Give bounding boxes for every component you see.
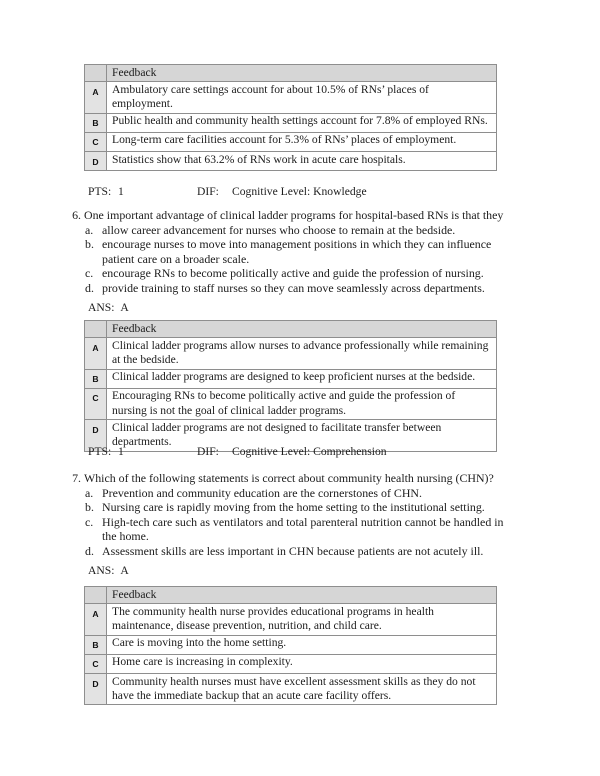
option-letter: a. [85, 222, 94, 237]
table-header-row [85, 321, 497, 338]
table-row [85, 635, 497, 654]
header-feedback-label: Feedback [107, 65, 497, 82]
answer-line-q6 [88, 301, 129, 314]
table-row [85, 338, 497, 369]
option-item[interactable] [62, 237, 510, 266]
ans-label: ANS: [88, 564, 115, 577]
row-letter: A [85, 338, 107, 369]
pts-value: 1 [118, 445, 124, 458]
dif-label: DIF: [197, 185, 219, 198]
question-6-head [62, 208, 510, 223]
option-text: provide training to staff nurses so they can move seamlessly across departments. [102, 280, 485, 295]
pts-label: PTS: [88, 185, 112, 198]
table-row [85, 369, 497, 388]
row-letter: B [85, 113, 107, 132]
option-item[interactable] [62, 500, 510, 515]
row-letter: D [85, 420, 107, 451]
row-feedback-text: Ambulatory care settings account for about 10.5% of RNs’ places of employment. [107, 82, 497, 113]
table-header-row [85, 587, 497, 604]
question-stem: One important advantage of clinical ladder programs for hospital-based RNs is that they [84, 208, 504, 222]
option-letter: b. [85, 500, 94, 515]
question-number: 7. [72, 471, 81, 485]
option-item[interactable] [62, 266, 510, 281]
ans-value: A [120, 301, 129, 314]
table-row [85, 82, 497, 113]
option-text: High-tech care such as ventilators and total parenteral nutrition cannot be handled in the home. [102, 514, 504, 544]
row-feedback-text: The community health nurse provides educational programs in health maintenance, disease prevention, nutrition, and child care. [107, 604, 497, 635]
feedback-table-q7 [84, 586, 497, 705]
option-item[interactable] [62, 223, 510, 238]
header-letter-cell [85, 321, 107, 338]
question-7 [62, 471, 510, 559]
dif-value: Cognitive Level: Comprehension [232, 445, 387, 458]
dif-label: DIF: [197, 445, 219, 458]
row-letter: D [85, 152, 107, 171]
option-text: encourage nurses to move into management positions in which they can influence patient care on a broader scale. [102, 237, 492, 266]
ans-label: ANS: [88, 301, 115, 314]
table-row [85, 604, 497, 635]
row-feedback-text: Public health and community health settings account for 7.8% of employed RNs. [107, 113, 497, 132]
row-feedback-text: Clinical ladder programs allow nurses to advance professionally while remaining at the bedside. [107, 338, 497, 369]
table-row [85, 113, 497, 132]
option-letter: c. [85, 266, 94, 281]
header-letter-cell [85, 65, 107, 82]
row-letter: A [85, 604, 107, 635]
row-letter: B [85, 369, 107, 388]
question-number: 6. [72, 208, 81, 222]
header-feedback-label: Feedback [107, 321, 497, 338]
option-text: allow career advancement for nurses who choose to remain at the bedside. [102, 222, 456, 237]
option-letter: b. [85, 237, 94, 252]
option-text: encourage RNs to become politically active and guide the profession of nursing. [102, 266, 484, 281]
question-stem: Which of the following statements is correct about community health nursing (CHN)? [84, 471, 494, 485]
row-feedback-text: Care is moving into the home setting. [107, 635, 497, 654]
option-letter: d. [85, 543, 94, 558]
pts-label: PTS: [88, 445, 112, 458]
question-6-options [62, 223, 510, 296]
option-item[interactable] [62, 515, 510, 544]
answer-line-q7 [88, 564, 129, 577]
option-item[interactable] [62, 486, 510, 501]
row-feedback-text: Clinical ladder programs are designed to keep proficient nurses at the bedside. [107, 369, 497, 388]
row-feedback-text: Home care is increasing in complexity. [107, 654, 497, 673]
feedback-table-q6 [84, 320, 497, 452]
option-item[interactable] [62, 544, 510, 559]
pts-value: 1 [118, 185, 124, 198]
row-letter: B [85, 635, 107, 654]
row-letter: C [85, 654, 107, 673]
option-text: Assessment skills are less important in CHN because patients are not acutely ill. [102, 543, 484, 558]
ans-value: A [120, 564, 129, 577]
table-row [85, 674, 497, 705]
question-7-head [62, 471, 510, 486]
row-feedback-text: Community health nurses must have excellent assessment skills as they do not have the immediate backup that an acute care facility offers. [107, 674, 497, 705]
dif-value: Cognitive Level: Knowledge [232, 185, 367, 198]
header-letter-cell [85, 587, 107, 604]
question-7-options [62, 486, 510, 559]
table-row [85, 152, 497, 171]
row-feedback-text: Long-term care facilities account for 5.3% of RNs’ places of employment. [107, 132, 497, 151]
header-feedback-label: Feedback [107, 587, 497, 604]
option-item[interactable] [62, 281, 510, 296]
row-letter: C [85, 388, 107, 419]
row-letter: C [85, 132, 107, 151]
row-feedback-text: Clinical ladder programs are not designed to facilitate transfer between departments. [107, 420, 497, 451]
row-letter: A [85, 82, 107, 113]
question-6 [62, 208, 510, 296]
table-row [85, 388, 497, 419]
option-text: Prevention and community education are the cornerstones of CHN. [102, 485, 422, 500]
row-letter: D [85, 674, 107, 705]
row-feedback-text: Encouraging RNs to become politically active and guide the profession of nursing is not the goal of clinical ladder programs. [107, 388, 497, 419]
option-letter: d. [85, 280, 94, 295]
row-feedback-text: Statistics show that 63.2% of RNs work in acute care hospitals. [107, 152, 497, 171]
table-header-row [85, 65, 497, 82]
meta-line-q5 [88, 185, 367, 198]
feedback-table-q5 [84, 64, 497, 171]
meta-line-q6 [88, 445, 387, 458]
option-letter: c. [85, 514, 94, 529]
option-letter: a. [85, 485, 94, 500]
table-row [85, 654, 497, 673]
table-row [85, 132, 497, 151]
option-text: Nursing care is rapidly moving from the home setting to the institutional setting. [102, 500, 485, 515]
